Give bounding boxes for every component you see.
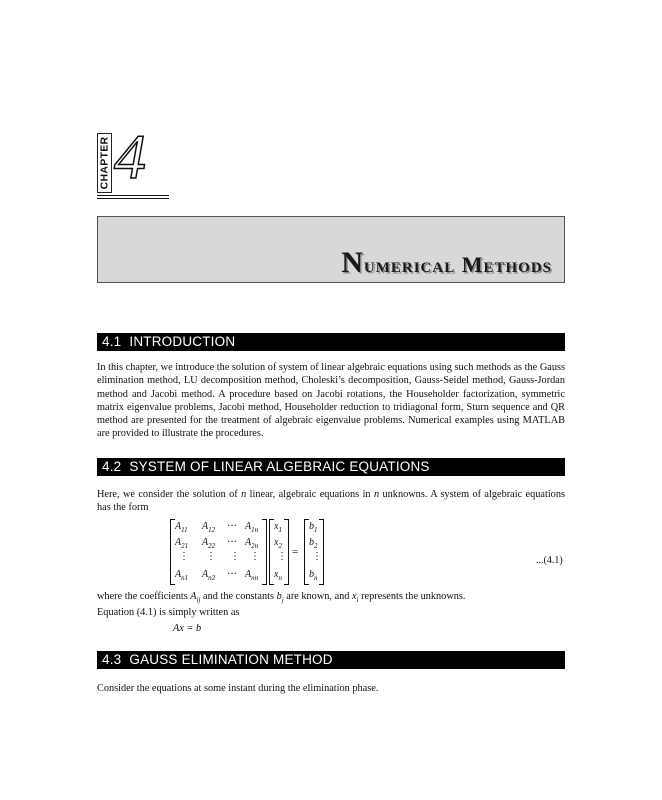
section-title: SYSTEM OF LINEAR ALGEBRAIC EQUATIONS (129, 459, 430, 474)
intro-paragraph: In this chapter, we introduce the solution of system of linear algebraic equations using such methods as the Gauss elimination method, LU decomposition method, Choleski’s decomposition, Gauss-Seidel method, Gauss-Jordan method and Jacobi method. A procedure based on Jacobi rotations, the Householder factorization, symmetric matrix eigenvalue problems, Jacobi method, Householder reduction to tridiagonal form, Sturn sequence and QR method are presented for the treatment of algebraic eigenvalue problems. Numerical examples using MATLAB are provided to illustrate the procedures. (97, 362, 565, 440)
section-heading-4-3 (97, 651, 565, 669)
system-intro-paragraph: Here, we consider the solution of n linear, algebraic equations in n unknowns. A system of algebraic equations has the form (97, 489, 565, 514)
section-heading-4-2 (97, 458, 565, 476)
chapter-title: Numerical Methods (341, 246, 552, 279)
gauss-paragraph: Consider the equations at some instant during the elimination phase. (97, 683, 379, 694)
coefficients-paragraph: where the coefficients $A_{ij}$ and the constants $b_j$ are known, and $x_i$ represents the unknowns. (97, 591, 466, 605)
chapter-rule (97, 198, 169, 199)
chapter-mark (97, 121, 169, 201)
vector-bracket (319, 519, 324, 585)
matrix-bracket (262, 519, 267, 585)
equation-number: ...(4.1) (536, 555, 563, 566)
chapter-title-box (97, 216, 565, 283)
simple-equation: Ax = b (173, 623, 202, 634)
section-number: 4.3 (102, 652, 122, 667)
chapter-label-tab (97, 133, 112, 193)
vector-bracket (284, 519, 289, 585)
chapter-label: CHAPTER (98, 136, 111, 190)
simple-form-line: Equation (4.1) is simply written as (97, 607, 240, 618)
section-title: GAUSS ELIMINATION METHOD (129, 652, 333, 667)
section-number: 4.1 (102, 334, 122, 349)
section-title: INTRODUCTION (129, 334, 236, 349)
section-heading-4-1 (97, 333, 565, 351)
section-number: 4.2 (102, 459, 122, 474)
chapter-rule (97, 195, 169, 196)
chapter-number: 4 (114, 121, 146, 192)
